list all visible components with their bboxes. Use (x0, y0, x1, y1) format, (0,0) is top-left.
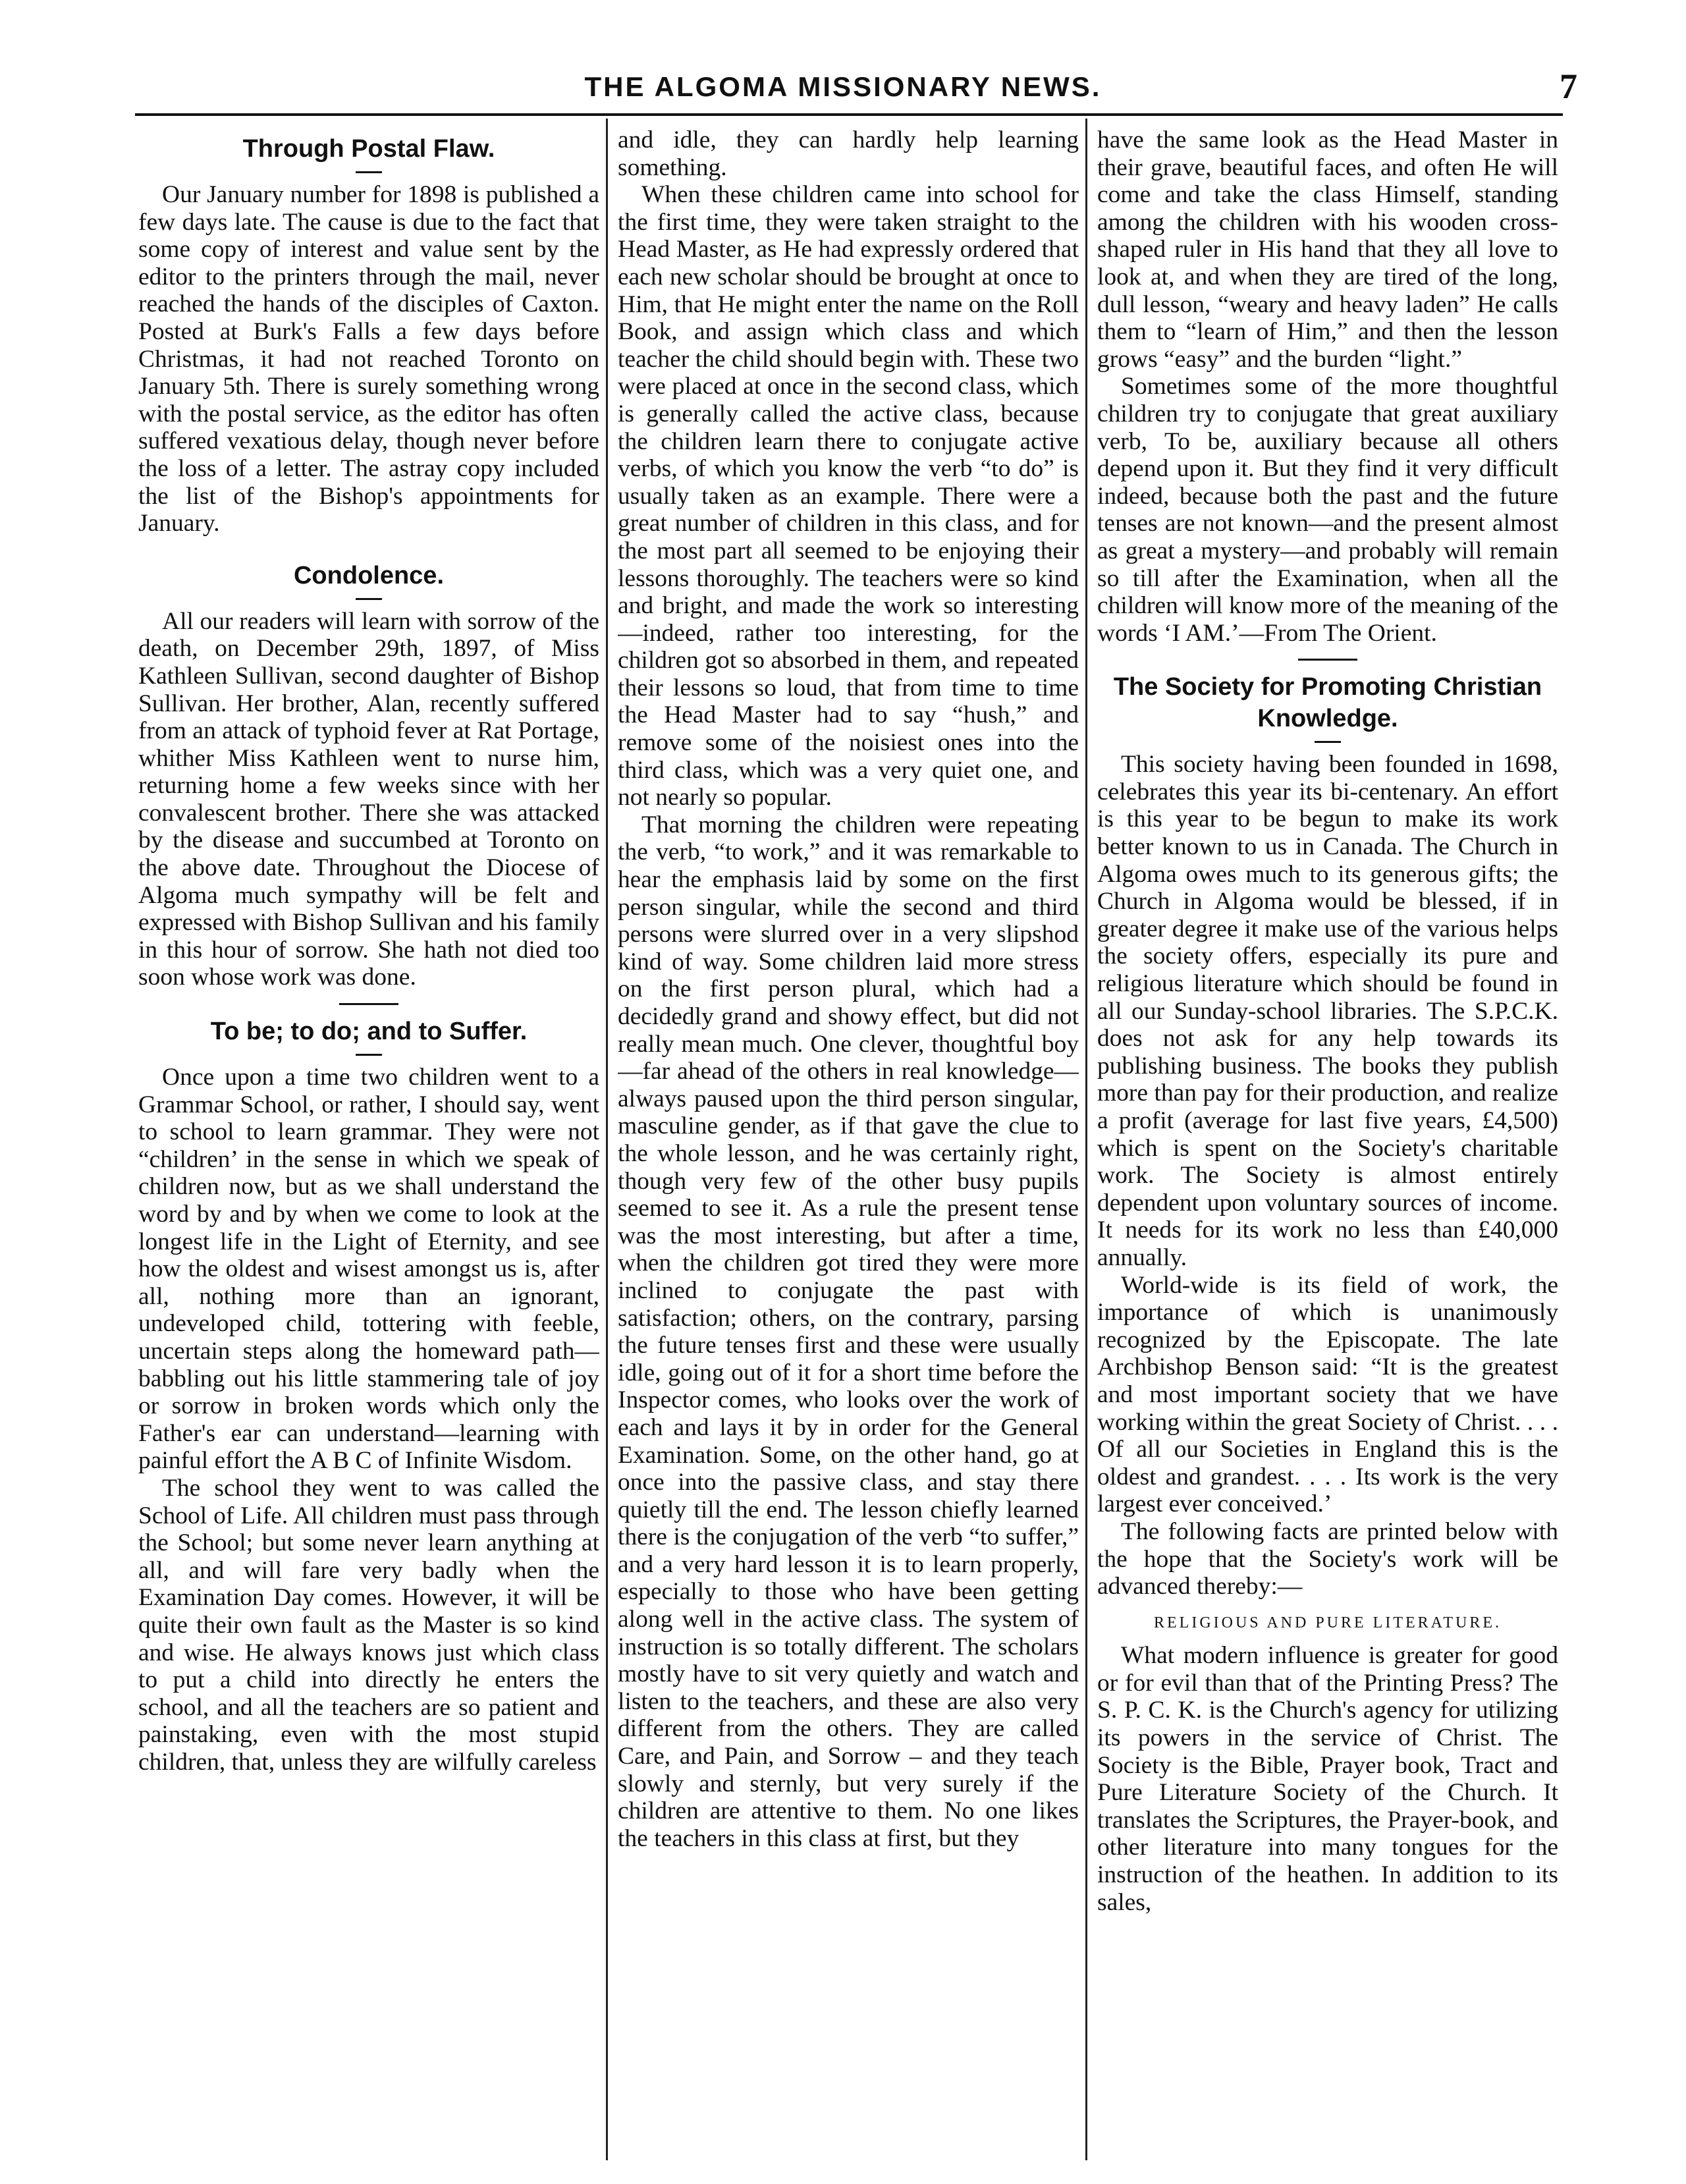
article-paragraph: Sometimes some of the more thoughtful children try to conjugate that great auxiliary verb, To be, auxiliary because all others depend upon it. But they find it very difficult indeed, because both the past and the future tenses are not known—and the present almost as great a mystery—and probably will remain so till after the Examination, when all the children will know more of the meaning of the words ‘I AM.’—From The Orient. (1097, 373, 1558, 647)
heading-dash (1315, 741, 1341, 743)
section-rule (339, 1003, 398, 1005)
article-body-condolence: All our readers will learn with sorrow of the death, on December 29th, 1897, of Miss Kathleen Sullivan, second daughter of Bishop Sullivan. Her brother, Alan, recently suffered from an attack of typhoid fever at Rat Portage, whither Miss Kathleen went to nurse him, returning home a few weeks since with her convalescent brother. There she was attacked by the disease and succumbed at Toronto on the above date. Throughout the Diocese of Algoma much sympathy will be felt and expressed with Bishop Sullivan and his family in this hour of sorrow. She hath not died too soon whose work was done. (138, 607, 599, 991)
article-paragraph: That morning the children were repeating the verb, “to work,” and it was remarkable to hear the emphasis laid by some on the first person singular, while the second and third persons were slurred over in a very slipshod kind of way. Some children laid more stress on the first person plural, which had a decidedly grand and showy effect, but did not really mean much. One clever, thoughtful boy—far ahead of the others in real knowledge—always paused upon the third person singular, masculine gender, as if that gave the clue to the whole lesson, and he was certainly right, though very few of the other busy pupils seemed to see it. As a rule the present tense was the most interesting, but after a time, when the children got tired they were more inclined to conjugate the past with satisfaction; others, on the contrary, parsing the future tenses first and these were usually idle, going out of it for a short time before the Inspector comes, who looks over the work of each and lays it by in order for the General Examination. Some, on the other hand, go at once into the passive class, and stay there quietly till the end. The lesson chiefly learned there is the conjugation of the verb “to suffer,” and a very hard lesson it is to learn properly, especially to those who have been getting along well in the active class. The system of instruction is so totally different. The scholars mostly have to sit very quietly and watch and listen to the teachers, and these are also very different from the others. They are called Care, and Pain, and Sorrow – and they teach slowly and sternly, but very surely if the children are attentive to them. No one likes the teachers in this class at first, but they (618, 811, 1079, 1852)
article-paragraph: When these children came into school for the first time, they were taken straight to the Head Master, as He had expressly ordered that each new scholar should be brought at once to Him, that He might enter the name on the Roll Book, and assign which class and which teacher the child should begin with. These two were placed at once in the second class, which is generally called the active class, because the children learn there to conjugate active verbs, of which you know the verb “to do” is usually taken as an example. There were a great number of children in this class, and for the most part all seemed to be enjoying their lessons thoroughly. The teachers were so kind and bright, and made the work so interesting—indeed, rather too interesting, for the children got so absorbed in them, and repeated their lessons so loud, that from time to time the Head Master had to say “hush,” and remove some of the noisiest ones into the third class, which was a very quiet one, and not nearly so popular. (618, 181, 1079, 811)
subheading-literature: RELIGIOUS AND PURE LITERATURE. (1154, 1614, 1502, 1631)
masthead (171, 67, 1577, 119)
article-paragraph: The school they went to was called the School of Life. All children must pass through the School; but some never learn anything at all, and will fare very badly when the Examination Day comes. However, it will be quite their own fault as the Master is so kind and wise. He always knows just which class to put a child into directly he enters the school, and all the teachers are so patient and painstaking, even with the most stupid children, that, unless they are wilfully careless (138, 1474, 599, 1776)
masthead-rule (135, 113, 1563, 116)
article-heading-spck: The Society for Promoting Christian Knowledge. (1113, 673, 1542, 733)
article-heading-postal-flaw: Through Postal Flaw. (242, 135, 495, 163)
article-heading-condolence: Condolence. (293, 561, 445, 589)
masthead-title: THE ALGOMA MISSIONARY NEWS. (584, 71, 1102, 102)
heading-dash (356, 598, 382, 600)
article-heading-to-suffer: To be; to do; and to Suffer. (210, 1018, 528, 1046)
heading-dash (356, 1054, 382, 1056)
article-paragraph: have the same look as the Head Master in their grave, beautiful faces, and often He will come and take the class Himself, standing among the children with his wooden cross-shaped ruler in His hand that they all love to look at, and when they are tired of the long, dull lesson, “weary and heavy laden” He calls them to “learn of Him,” and then the lesson grows “easy” and the burden “light.” (1097, 126, 1558, 373)
article-paragraph: Once upon a time two children went to a Grammar School, or rather, I should say, went to school to learn grammar. They were not “children’ in the sense in which we speak of children now, but as we shall understand the word by and by when we come to look at the longest life in the Light of Eternity, and see how the oldest and wisest amongst us is, after all, nothing more than an ignorant, undeveloped child, tottering with feeble, uncertain steps along the homeward path—babbling out his little stammering tale of joy or sorrow in broken words which only the Father's ear can understand—learning with painful effort the A B C of Infinite Wisdom. (138, 1064, 599, 1475)
section-rule (1298, 659, 1357, 661)
article-body-postal-flaw: Our January number for 1898 is published a few days late. The cause is due to the fact that some copy of interest and value sent by the editor to the printers through the mail, never reached the hands of the disciples of Caxton. Posted at Burk's Falls a few days before Christmas, it had not reached Toronto on January 5th. There is surely something wrong with the postal service, as the editor has often suffered vexatious delay, though never before the loss of a letter. The astray copy included the list of the Bishop's appointments for January. (138, 181, 599, 537)
article-paragraph: What modern influence is greater for good or for evil than that of the Printing Press? The S. P. C. K. is the Church's agency for utilizing its powers in the service of Christ. The Society is the Bible, Prayer book, Tract and Pure Literature Society of the Church. It translates the Scriptures, the Prayer-book, and other literature into many tongues for the instruction of the heathen. In addition to its sales, (1097, 1642, 1558, 1916)
article-paragraph: This society having been founded in 1698, celebrates this year its bi-centenary. An effort is this year to be begun to make its work better known to us in Canada. The Church in Algoma owes much to its generous gifts; the Church in Algoma would be blessed, if in greater degree it make use of the various helps the society offers, especially its pure and religious literature which should be found in all our Sunday-school libraries. The S.P.C.K. does not ask for any help towards its publishing business. The books they publish more than pay for their production, and realize a profit (average for last five years, £4,500) which is spent on the Society's charitable work. The Society is almost entirely dependent upon voluntary sources of income. It needs for its work no less than £40,000 annually. (1097, 751, 1558, 1271)
article-paragraph: and idle, they can hardly help learning something. (618, 126, 1079, 181)
column-1 (138, 126, 599, 2155)
article-paragraph: The following facts are printed below with the hope that the Society's work will be advanced thereby:— (1097, 1517, 1558, 1600)
column-2 (618, 126, 1079, 2155)
heading-dash (356, 171, 382, 173)
column-divider (1085, 119, 1087, 2160)
column-3 (1097, 126, 1558, 2155)
column-divider (606, 119, 608, 2160)
article-paragraph: World-wide is its field of work, the importance of which is unanimously recognized by the Episcopate. The late Archbishop Benson said: “It is the greatest and most important society that we have working within the great Society of Christ. . . . Of all our Societies in England this is the oldest and grandest. . . . Its work is the very largest ever conceived.’ (1097, 1271, 1558, 1518)
page-number: 7 (1560, 67, 1577, 106)
